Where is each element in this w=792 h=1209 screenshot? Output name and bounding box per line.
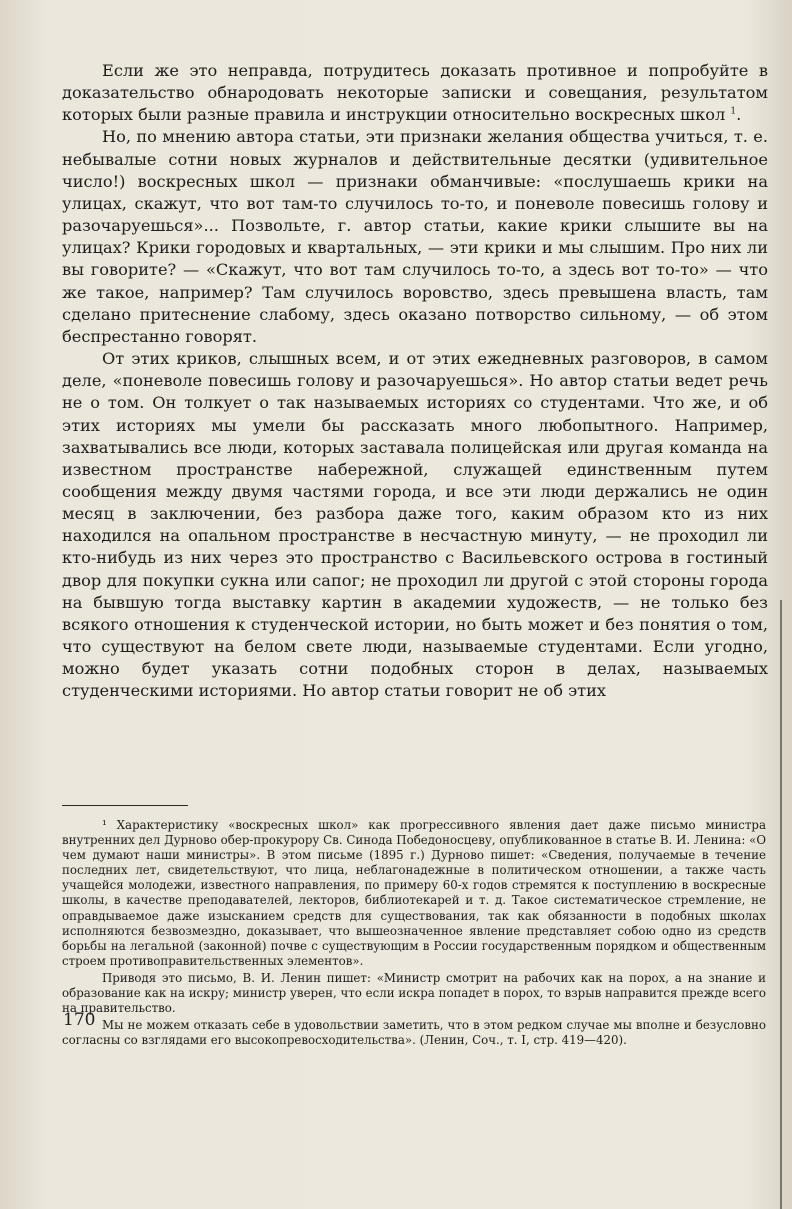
footnote-divider [62, 805, 188, 806]
page-spine-shadow [780, 600, 782, 1209]
footnote-marker: 1 [730, 106, 737, 117]
main-text [62, 60, 768, 703]
paragraph-1-text: Если же это неправда, потрудитесь доказать противное и попробуйте в доказательство обнародовать некоторые записки и совещания, результатом которых были разные правила и инструкции относительно воскресных школ [62, 61, 768, 125]
footnote-paragraph-2: Приводя это письмо, В. И. Ленин пишет: «Министр смотрит на рабочих как на порох, а на знание и образование как на искру; министр уверен, что если искра попадет в порох, то взрыв направится прежде всего на правительство. [62, 970, 766, 1016]
paragraph-3: От этих криков, слышных всем, и от этих ежедневных разговоров, в самом деле, «поневоле повесишь голову и разочаруешься». Но автор статьи ведет речь не о том. Он толкует о так называемых историях со студентами. Что же, и об этих историях мы умели бы рассказать много любопытного. Например, захватывались все люди, которых заставала полицейская или другая команда на известном пространстве набережной, служащей единственным путем сообщения между двумя частями города, и все эти люди держались не один месяц в заключении, без разбора даже того, каким образом кто из них находился на опальном пространстве в несчастную минуту, — не проходил ли кто-нибудь из них через это пространство с Васильевского острова в гостиный двор для покупки сукна или сапог; не проходил ли другой с этой стороны города на бывшую тогда выставку картин в академии художеств, — не только без всякого отношения к студенческой истории, но быть может и без понятия о том, что существуют на белом свете люди, называемые студентами. Если угодно, можно будет указать сотни подобных сторон в делах, называемых студенческими историями. Но автор статьи говорит не об этих [62, 349, 768, 701]
footnote-paragraph-3: Мы не можем отказать себе в удовольствии заметить, что в этом редком случае мы вполне и безусловно согласны со взглядами его высокопревосходительства». (Ленин, Соч., т. I, стр. 419—420). [62, 1018, 766, 1048]
page-number: 170 [63, 1010, 96, 1030]
paragraph-1: Если же это неправда, потрудитесь доказать противное и попробуйте в доказательство обнародовать некоторые записки и совещания, результатом которых были разные правила и инструкции относительно воскресных школ $^1$. [62, 61, 768, 125]
footnote [62, 818, 766, 1050]
footnote-paragraph-1: ¹ Характеристику «воскресных школ» как прогрессивного явления дает даже письмо министра внутренних дел Дурново обер-прокурору Св. Синода Победоносцеву, опубликованное в статье В. И. Ленина: «О чем думают наши министры». В этом письме (1895 г.) Дурново пишет: «Сведения, получаемые в течение последних лет, свидетельствуют, что лица, неблагонадежные в политическом отношении, а также часть учащейся молодежи, известного направления, по примеру 60-х годов стремятся к поступлению в воскресные школы, в качестве преподавателей, лекторов, библиотекарей и т. д. Такое систематическое стремление, не оправдываемое даже изысканием средств для существования, так как обязанности в подобных школах исполняются безвозмездно, доказывает, что вышеозначенное явление представляет собою одно из средств борьбы на легальной (законной) почве с существующим в России государственным порядком и общественным строем противоправительственных элементов». [62, 818, 766, 968]
paragraph-2: Но, по мнению автора статьи, эти признаки желания общества учиться, т. е. небывалые сотни новых журналов и действительные десятки (удивительное число!) воскресных школ — признаки обманчивые: «послушаешь крики на улицах, скажут, что вот там-то случилось то-то, и поневоле повесишь голову и разочаруешься»... Позвольте, г. автор статьи, какие крики слышите вы на улицах? Крики городовых и квартальных, — эти крики и мы слышим. Про них ли вы говорите? — «Скажут, что вот там случилось то-то, а здесь вот то-то» — что же такое, например? Там случилось воровство, здесь превышена власть, там сделано притеснение слабому, здесь оказано потворство сильному, — об этом беспрестанно говорят. [62, 127, 768, 346]
